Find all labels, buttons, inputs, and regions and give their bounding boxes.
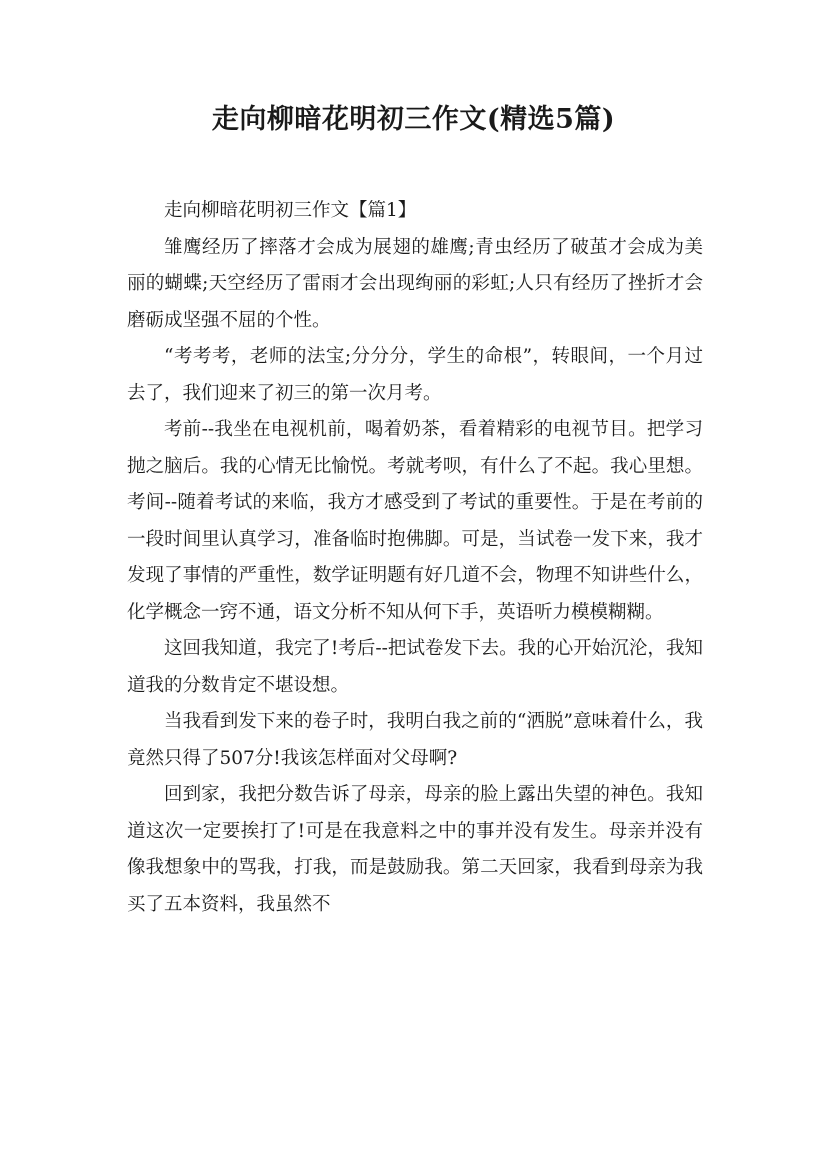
paragraph: 当我看到发下来的卷子时，我明白我之前的“洒脱”意味着什么，我竟然只得了507分!我该怎样面对父母啊?	[127, 711, 703, 769]
paragraph: 这回我知道，我完了!考后--把试卷发下去。我的心开始沉沦，我知道我的分数肯定不堪设想。	[127, 638, 703, 696]
paragraph: 回到家，我把分数告诉了母亲，母亲的脸上露出失望的神色。我知道这次一定要挨打了!可是在我意料之中的事并没有发生。母亲并没有像我想象中的骂我，打我，而是鼓励我。第二天回家，我看到母亲为我买了五本资料，我虽然不	[127, 784, 703, 915]
paragraph: 考前--我坐在电视机前，喝着奶茶，看着精彩的电视节目。把学习抛之脑后。我的心情无比愉悦。考就考呗，有什么了不起。我心里想。考间--随着考试的来临，我方才感受到了考试的重要性。于是在考前的一段时间里认真学习，准备临时抱佛脚。可是，当试卷一发下来，我才发现了事情的严重性，数学证明题有好几道不会，物理不知讲些什么，化学概念一窍不通，语文分析不知从何下手，英语听力模模糊糊。	[127, 419, 703, 623]
paragraph: “考考考，老师的法宝;分分分，学生的命根”，转眼间，一个月过去了，我们迎来了初三的第一次月考。	[127, 346, 703, 404]
section-heading: 走向柳暗花明初三作文【篇1】	[164, 200, 417, 221]
document-body	[127, 193, 703, 923]
document-title: 走向柳暗花明初三作文(精选5篇)	[211, 104, 616, 135]
paragraph: 雏鹰经历了摔落才会成为展翅的雄鹰;青虫经历了破茧才会成为美丽的蝴蝶;天空经历了雷雨才会出现绚丽的彩虹;人只有经历了挫折才会磨砺成坚强不屈的个性。	[127, 236, 703, 331]
